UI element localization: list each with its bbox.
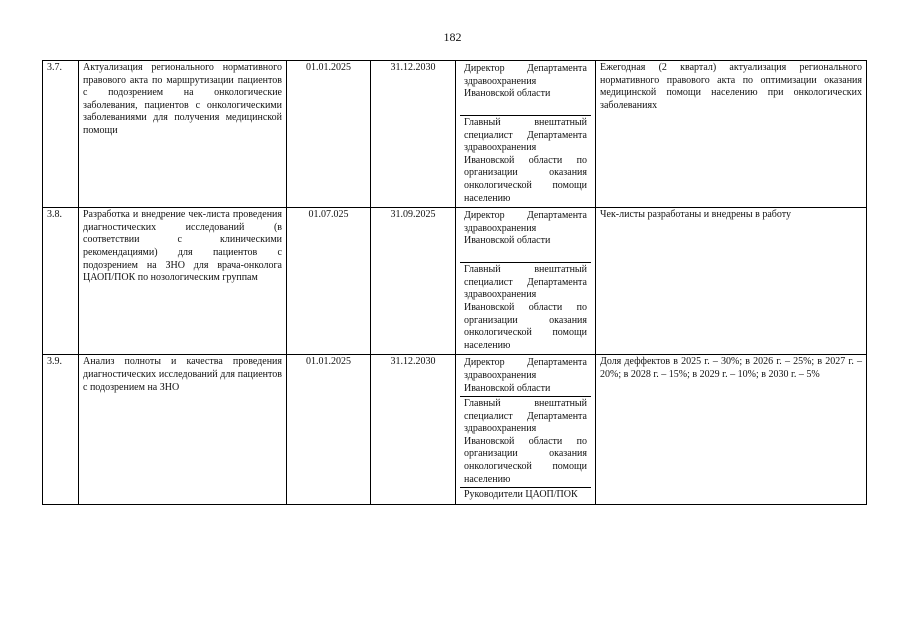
responsible-specialist: Главный внештатный специалист Департамента здравоохранения Ивановской области по организации оказания онкологической помощи населению: [460, 396, 591, 487]
responsible-cell: [456, 61, 596, 208]
table-row: [43, 208, 867, 355]
measure-name: Анализ полноты и качества проведения диагностических исследований для пациентов с подозрением на ЗНО: [79, 355, 287, 505]
responsible-cell: [456, 208, 596, 355]
responsible-specialist: Главный внештатный специалист Департамента здравоохранения Ивановской области по организации оказания онкологической помощи населению: [460, 262, 591, 353]
expected-result: Чек-листы разработаны и внедрены в работу: [596, 208, 867, 355]
row-number: 3.9.: [43, 355, 79, 505]
expected-result: Ежегодная (2 квартал) актуализация регионального нормативного правового акта по оптимизации оказания медицинской помощи населению при онкологических заболеваниях: [596, 61, 867, 208]
end-date: 31.09.2025: [371, 208, 456, 355]
start-date: 01.07.025: [287, 208, 371, 355]
row-number: 3.7.: [43, 61, 79, 208]
page-number: 182: [443, 30, 462, 44]
row-number: 3.8.: [43, 208, 79, 355]
measure-name: Разработка и внедрение чек-листа проведения диагностических исследований (в соответствии с клиническими рекомендациями) для пациентов с подозрением на ЗНО для врача-онколога ЦАОП/ПОК по нозологическим группам: [79, 208, 287, 355]
table-row: [43, 61, 867, 208]
responsible-specialist: Главный внештатный специалист Департамента здравоохранения Ивановской области по организации оказания онкологической помощи населению: [460, 115, 591, 206]
end-date: 31.12.2030: [371, 355, 456, 505]
expected-result: Доля деффектов в 2025 г. – 30%; в 2026 г. – 25%; в 2027 г. – 20%; в 2028 г. – 15%; в 2029 г. – 10%; в 2030 г. – 5%: [596, 355, 867, 505]
responsible-heads: Руководители ЦАОП/ПОК: [460, 487, 591, 503]
responsible-cell: [456, 355, 596, 505]
table-row: [43, 355, 867, 505]
responsible-director: Директор Департамента здравоохранения Ивановской области: [464, 210, 587, 247]
responsible-director: Директор Департамента здравоохранения Ивановской области: [464, 63, 587, 100]
measure-name: Актуализация регионального нормативного правового акта по маршрутизации пациентов с подозрением на онкологические заболевания, пациентов с онкологическими заболеваниями для получения медицинской помощи: [79, 61, 287, 208]
end-date: 31.12.2030: [371, 61, 456, 208]
start-date: 01.01.2025: [287, 355, 371, 505]
responsible-director: Директор Департамента здравоохранения Ивановской области: [464, 357, 587, 394]
measures-table: [42, 60, 867, 505]
start-date: 01.01.2025: [287, 61, 371, 208]
